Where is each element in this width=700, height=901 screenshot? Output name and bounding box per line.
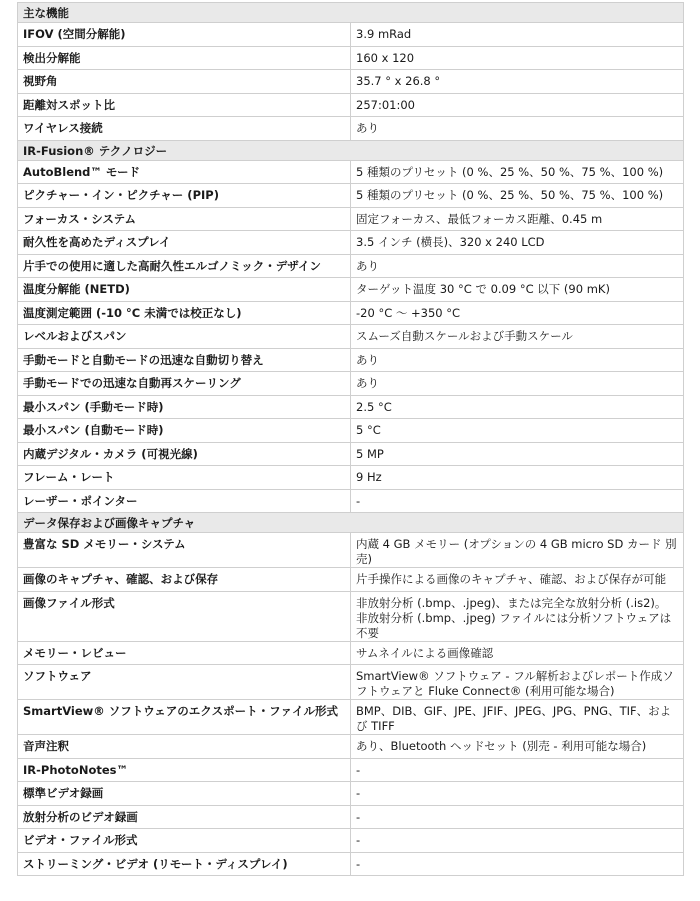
spec-value	[351, 184, 684, 208]
spec-label: 検出分解能	[18, 46, 351, 70]
spec-value	[351, 829, 684, 853]
spec-label: 音声注釈	[18, 735, 351, 759]
spec-label: IR-PhotoNotes™	[18, 758, 351, 782]
spec-value	[351, 466, 684, 490]
spec-value	[351, 372, 684, 396]
spec-label: ビデオ・ファイル形式	[18, 829, 351, 853]
spec-label: 距離対スポット比	[18, 93, 351, 117]
spec-label: 画像のキャプチャ、確認、および保存	[18, 568, 351, 592]
spec-row	[18, 568, 684, 592]
spec-label: レーザー・ポインター	[18, 489, 351, 513]
spec-label: IFOV (空間分解能)	[18, 23, 351, 47]
spec-label: 耐久性を高めたディスプレイ	[18, 231, 351, 255]
spec-value	[351, 207, 684, 231]
spec-value	[351, 805, 684, 829]
spec-value-line: BMP、DIB、GIF、JPE、JFIF、JPEG、JPG、PNG、TIF、および TIFF	[356, 704, 672, 733]
spec-value	[351, 117, 684, 141]
spec-value	[351, 254, 684, 278]
spec-row	[18, 254, 684, 278]
spec-row	[18, 782, 684, 806]
spec-row	[18, 805, 684, 829]
spec-value-line: 5 MP	[356, 446, 384, 461]
spec-value	[351, 419, 684, 443]
spec-value-line: あり	[356, 258, 379, 273]
spec-value-line: 5 種類のプリセット (0 %、25 %、50 %、75 %、100 %)	[356, 164, 664, 179]
spec-value	[351, 231, 684, 255]
spec-value-line: -	[356, 786, 361, 800]
spec-value-line: -	[356, 856, 361, 871]
spec-value	[351, 70, 684, 94]
spec-row	[18, 325, 684, 349]
spec-value-line: 固定フォーカス、最低フォーカス距離、0.45 m	[356, 211, 603, 226]
spec-value-line: あり、Bluetooth ヘッドセット (別売 - 利用可能な場合)	[356, 739, 647, 753]
section-title: 主な機能	[18, 3, 684, 23]
spec-row	[18, 852, 684, 876]
spec-row	[18, 641, 684, 665]
spec-value	[351, 395, 684, 419]
spec-value	[351, 533, 684, 568]
spec-value-line: SmartView® ソフトウェア - フル解析およびレポート作成ソフトウェアと Fluke Connect® (利用可能な場合)	[356, 669, 674, 698]
spec-row	[18, 23, 684, 47]
spec-value	[351, 591, 684, 641]
spec-value	[351, 758, 684, 782]
spec-value	[351, 325, 684, 349]
spec-row	[18, 442, 684, 466]
spec-row	[18, 184, 684, 208]
spec-label: 豊富な SD メモリー・システム	[18, 533, 351, 568]
spec-label: SmartView® ソフトウェアのエクスポート・ファイル形式	[18, 700, 351, 735]
spec-row	[18, 372, 684, 396]
spec-label: 最小スパン (自動モード時)	[18, 419, 351, 443]
spec-row	[18, 231, 684, 255]
spec-label: フレーム・レート	[18, 466, 351, 490]
spec-row	[18, 207, 684, 231]
spec-value-line: 内蔵 4 GB メモリー (オプションの 4 GB micro SD カード 別売)	[356, 537, 677, 566]
spec-label: 画像ファイル形式	[18, 591, 351, 641]
spec-value-line: 3.9 mRad	[356, 27, 412, 41]
spec-row	[18, 419, 684, 443]
spec-value	[351, 782, 684, 806]
spec-label: ストリーミング・ビデオ (リモート・ディスプレイ)	[18, 852, 351, 876]
section-title: データ保存および画像キャプチャ	[18, 513, 684, 533]
spec-value	[351, 301, 684, 325]
spec-value-line: 35.7 ° x 26.8 °	[356, 74, 441, 88]
spec-value-line: スムーズ自動スケールおよび手動スケール	[356, 329, 573, 343]
spec-row	[18, 665, 684, 700]
section-header-row	[18, 513, 684, 533]
spec-label: 片手での使用に適した高耐久性エルゴノミック・デザイン	[18, 254, 351, 278]
spec-value-line: -	[356, 809, 361, 824]
spec-label: フォーカス・システム	[18, 207, 351, 231]
spec-value-line: -20 °C ～ +350 °C	[356, 305, 461, 320]
section-title: IR-Fusion® テクノロジー	[18, 140, 684, 160]
spec-value-line: -	[356, 493, 361, 508]
spec-row	[18, 70, 684, 94]
spec-value	[351, 93, 684, 117]
spec-row	[18, 489, 684, 513]
spec-value	[351, 348, 684, 372]
spec-value-line: 非放射分析 (.bmp、.jpeg) ファイルには分析ソフトウェアは不要	[356, 610, 672, 640]
spec-value	[351, 568, 684, 592]
spec-label: 内蔵デジタル・カメラ (可視光線)	[18, 442, 351, 466]
spec-table	[17, 2, 684, 876]
spec-label: 標準ビデオ録画	[18, 782, 351, 806]
spec-row	[18, 533, 684, 568]
spec-value-line: 5 種類のプリセット (0 %、25 %、50 %、75 %、100 %)	[356, 188, 664, 202]
spec-value	[351, 160, 684, 184]
spec-label: メモリー・レビュー	[18, 641, 351, 665]
spec-value	[351, 852, 684, 876]
spec-value-line: 9 Hz	[356, 470, 382, 484]
spec-value	[351, 641, 684, 665]
spec-label: ソフトウェア	[18, 665, 351, 700]
spec-label: ワイヤレス接続	[18, 117, 351, 141]
spec-label: レベルおよびスパン	[18, 325, 351, 349]
spec-row	[18, 278, 684, 302]
spec-label: 温度分解能 (NETD)	[18, 278, 351, 302]
spec-row	[18, 758, 684, 782]
spec-value-line: 2.5 °C	[356, 399, 392, 414]
spec-value-line: 片手操作による画像のキャプチャ、確認、および保存が可能	[356, 572, 667, 586]
spec-row	[18, 395, 684, 419]
spec-value	[351, 665, 684, 700]
spec-value-line: 257:01:00	[356, 97, 415, 112]
spec-value	[351, 278, 684, 302]
spec-row	[18, 117, 684, 141]
spec-label: 温度測定範囲 (-10 °C 未満では校正なし)	[18, 301, 351, 325]
spec-label: 手動モードと自動モードの迅速な自動切り替え	[18, 348, 351, 372]
spec-label: 放射分析のビデオ録画	[18, 805, 351, 829]
spec-value	[351, 489, 684, 513]
spec-value-line: あり	[356, 121, 379, 135]
spec-value-line: 5 °C	[356, 423, 381, 437]
spec-value	[351, 735, 684, 759]
section-header-row	[18, 140, 684, 160]
spec-value-line: 非放射分析 (.bmp、.jpeg)、または完全な放射分析 (.is2)。	[356, 595, 667, 610]
spec-label: 最小スパン (手動モード時)	[18, 395, 351, 419]
spec-value-line: -	[356, 762, 361, 777]
spec-row	[18, 591, 684, 641]
spec-row	[18, 301, 684, 325]
spec-value	[351, 700, 684, 735]
section-header-row	[18, 3, 684, 23]
spec-value	[351, 23, 684, 47]
spec-value	[351, 442, 684, 466]
spec-label: ピクチャー・イン・ピクチャー (PIP)	[18, 184, 351, 208]
spec-value-line: あり	[356, 376, 379, 390]
spec-value-line: -	[356, 833, 361, 847]
spec-row	[18, 700, 684, 735]
spec-value-line: 3.5 インチ (横長)、320 x 240 LCD	[356, 235, 545, 249]
spec-label: AutoBlend™ モード	[18, 160, 351, 184]
spec-value-line: 160 x 120	[356, 50, 415, 65]
spec-row	[18, 160, 684, 184]
spec-value	[351, 46, 684, 70]
spec-row	[18, 93, 684, 117]
spec-label: 手動モードでの迅速な自動再スケーリング	[18, 372, 351, 396]
spec-row	[18, 348, 684, 372]
spec-value-line: あり	[356, 352, 379, 367]
spec-value-line: サムネイルによる画像確認	[356, 645, 494, 660]
spec-row	[18, 829, 684, 853]
spec-row	[18, 735, 684, 759]
spec-value-line: ターゲット温度 30 °C で 0.09 °C 以下 (90 mK)	[356, 282, 610, 296]
spec-table-body	[18, 3, 684, 876]
spec-row	[18, 466, 684, 490]
spec-row	[18, 46, 684, 70]
spec-label: 視野角	[18, 70, 351, 94]
